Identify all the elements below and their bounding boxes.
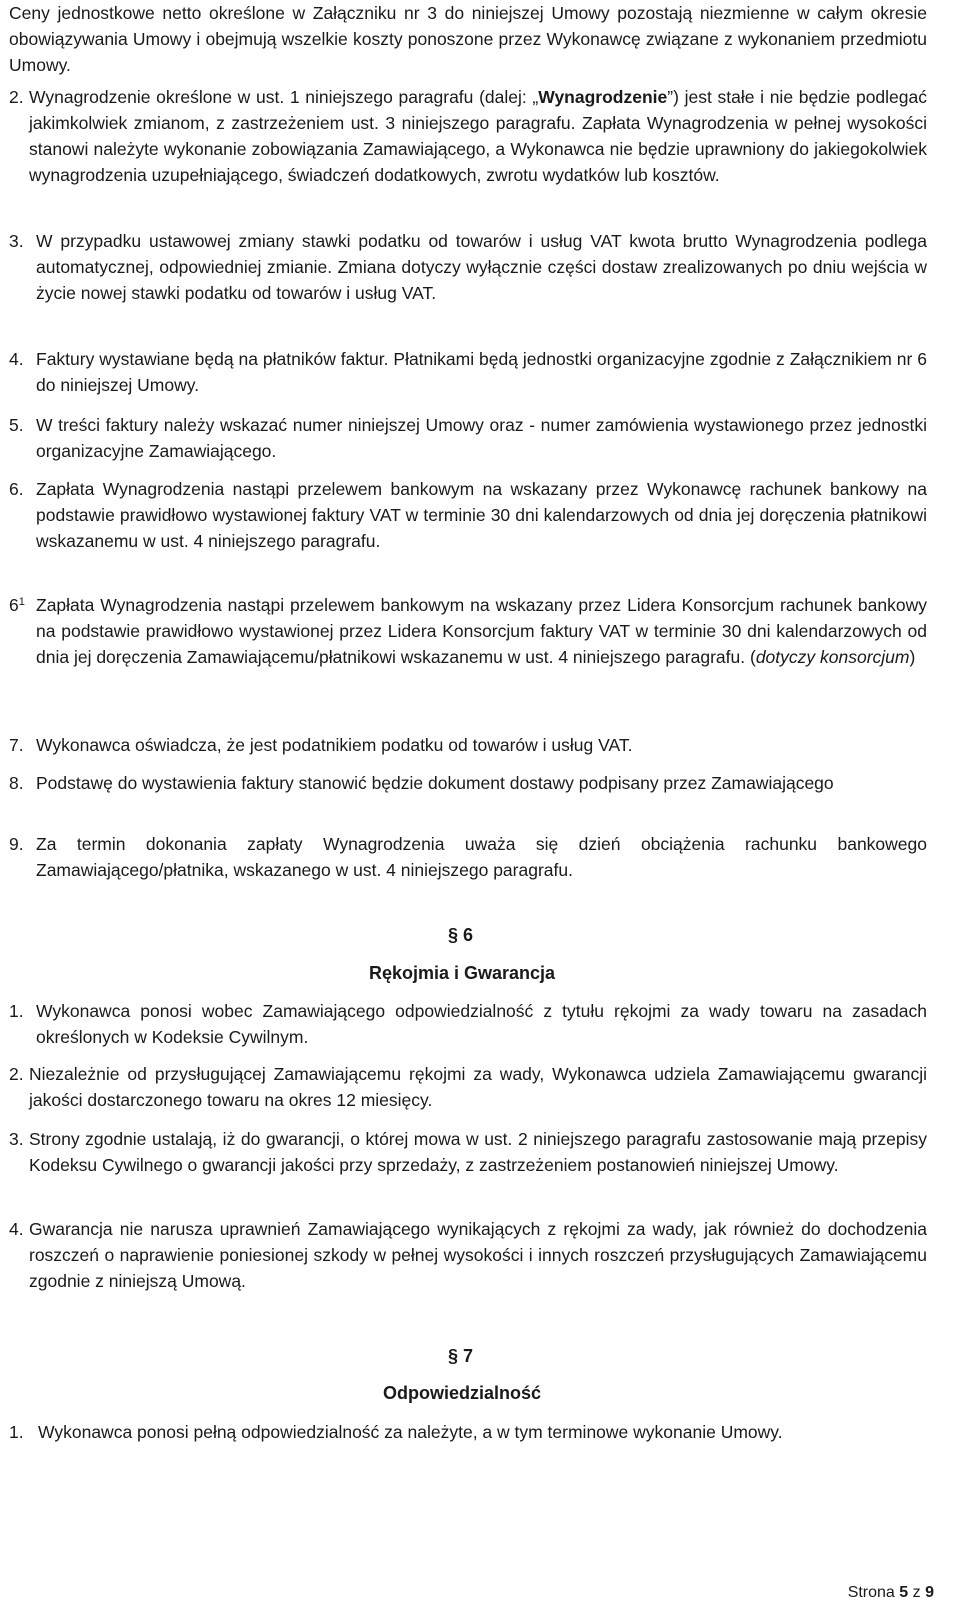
page-total: 9 (925, 1584, 934, 1601)
item-text: Podstawę do wystawienia faktury stanowić będzie dokument dostawy podpisany przez Zamawiającego (36, 773, 834, 793)
list-item (9, 228, 927, 306)
list-item (9, 1419, 927, 1445)
item-text: Gwarancja nie narusza uprawnień Zamawiającego wynikających z rękojmi za wady, jak również do dochodzenia roszczeń o naprawienie poniesionej szkody w pełnej wysokości i innych roszczeń przysługujących Zamawiającemu zgodnie z niniejszą Umową. (29, 1219, 927, 1291)
item-number: 3. (9, 231, 24, 251)
item-text (36, 592, 927, 670)
list-item (9, 346, 927, 398)
item-number: 2. (9, 1064, 24, 1084)
item-text: Strony zgodnie ustalają, iż do gwarancji, o której mowa w ust. 2 niniejszego paragrafu zastosowanie mają przepisy Kodeksu Cywilnego o gwarancji jakości przy sprzedaży, z zastrzeżeniem postanowień niniejszej Umowy. (29, 1129, 927, 1175)
list-item (9, 412, 927, 464)
item-number: 1. (9, 1001, 24, 1021)
list-item (9, 732, 927, 758)
item-number: 1. (9, 1422, 24, 1442)
list-item (9, 1216, 927, 1294)
item-text-part: Zapłata Wynagrodzenia nastąpi przelewem bankowym na wskazany przez Lidera Konsorcjum rachunek bankowy na podstawie prawidłowo wystawionej przez Lidera Konsorcjum faktury VAT w terminie 30 dni kalendarzowych od dnia jej doręczenia Zamawiającemu/płatnikowi wskazanemu w ust. 4 niniejszego paragrafu. ( (36, 595, 927, 667)
list-item (9, 831, 927, 883)
list-item (9, 84, 927, 188)
list-item (9, 1061, 927, 1113)
item-number-superscript: 1 (18, 596, 25, 608)
page-label: Strona (847, 1584, 895, 1601)
list-item (9, 770, 927, 796)
item-text: Za termin dokonania zapłaty Wynagrodzenia uważa się dzień obciążenia rachunku bankowego Zamawiającego/płatnika, wskazanego w ust. 4 niniejszego paragrafu. (36, 834, 927, 880)
item-number: 4. (9, 349, 24, 369)
item-number: 6. (9, 479, 24, 499)
section-symbol: § 7 (448, 1346, 474, 1366)
intro-paragraph (9, 0, 927, 78)
item-number-main: 6 (9, 595, 19, 615)
item-number (9, 592, 25, 618)
item-number: 4. (9, 1219, 24, 1239)
item-text: Faktury wystawiane będą na płatników faktur. Płatnikami będą jednostki organizacyjne zgodnie z Załącznikiem nr 6 do niniejszej Umowy. (36, 349, 927, 395)
item-number: 2. (9, 87, 24, 107)
item-text: Niezależnie od przysługującej Zamawiającemu rękojmi za wady, Wykonawca udziela Zamawiającemu gwarancji jakości dostarczonego towaru na okres 12 miesięcy. (29, 1064, 927, 1110)
list-item (9, 476, 927, 554)
section-symbol: § 6 (448, 925, 474, 945)
item-text: Wykonawca ponosi wobec Zamawiającego odpowiedzialność z tytułu rękojmi za wady towaru na zasadach określonych w Kodeksie Cywilnym. (36, 1001, 927, 1047)
item-number: 9. (9, 834, 24, 854)
page-number-footer (848, 1580, 934, 1606)
page-current: 5 (899, 1584, 909, 1601)
item-text: Wykonawca oświadcza, że jest podatnikiem podatku od towarów i usług VAT. (36, 735, 633, 755)
defined-term: Wynagrodzenie (538, 87, 668, 107)
item-text-part: ) (909, 647, 916, 667)
item-number: 5. (9, 415, 24, 435)
list-item (9, 592, 927, 670)
item-text-part: Wynagrodzenie określone w ust. 1 niniejszego paragrafu (dalej: „ (29, 87, 539, 107)
item-number: 8. (9, 773, 24, 793)
intro-text: Ceny jednostkowe netto określone w Załączniku nr 3 do niniejszej Umowy pozostają niezmienne w całym okresie obowiązywania Umowy i obejmują wszelkie koszty ponoszone przez Wykonawcę związane z wykonaniem przedmiotu Umowy. (9, 3, 927, 75)
list-item (9, 998, 927, 1050)
section-title: Rękojmia i Gwarancja (368, 963, 556, 983)
item-text: W przypadku ustawowej zmiany stawki podatku od towarów i usług VAT kwota brutto Wynagrodzenia podlega automatycznej, odpowiedniej zmianie. Zmiana dotyczy wyłącznie części dostaw zrealizowanych po dniu wejścia w życie nowej stawki podatku od towarów i usług VAT. (36, 231, 927, 303)
list-item (9, 1126, 927, 1178)
item-number: 3. (9, 1129, 24, 1149)
page-separator: z (912, 1584, 921, 1601)
item-text: W treści faktury należy wskazać numer niniejszej Umowy oraz - numer zamówienia wystawionego przez jednostki organizacyjne Zamawiającego. (36, 415, 927, 461)
item-number: 7. (9, 735, 24, 755)
section-title: Odpowiedzialność (382, 1383, 542, 1403)
item-text: Zapłata Wynagrodzenia nastąpi przelewem bankowym na wskazany przez Wykonawcę rachunek bankowy na podstawie prawidłowo wystawionej faktury VAT w terminie 30 dni kalendarzowych od dnia jej doręczenia płatnikowi wskazanemu w ust. 4 niniejszego paragrafu. (36, 479, 927, 551)
item-text-part: ”) jest stałe i nie będzie podlegać jakimkolwiek zmianom, z zastrzeżeniem ust. 3 niniejszego paragrafu. Zapłata Wynagrodzenia w pełnej wysokości stanowi należyte wykonanie zobowiązania Zamawiającego, a Wykonawca nie będzie uprawniony do jakiegokolwiek wynagrodzenia uzupełniającego, świadczeń dodatkowych, zwrotu wydatków lub kosztów. (29, 87, 927, 185)
italic-note: dotyczy konsorcjum (755, 647, 910, 667)
item-text: Wykonawca ponosi pełną odpowiedzialność za należyte, a w tym terminowe wykonanie Umowy. (38, 1422, 783, 1442)
item-text (29, 84, 927, 188)
